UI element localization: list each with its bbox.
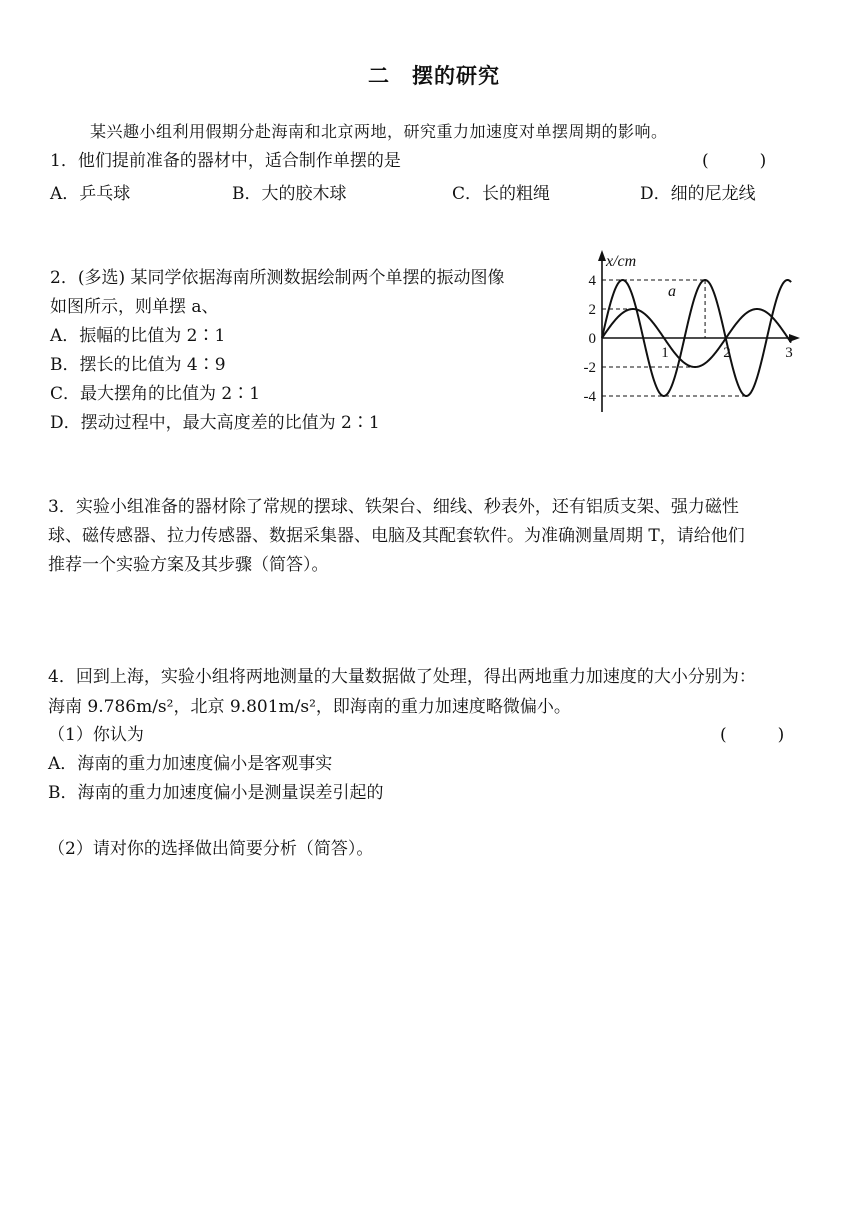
q2-option-d[interactable]: D．摆动过程中，最大高度差的比值为 2∶1: [50, 413, 380, 433]
q1-option-d[interactable]: D．细的尼龙线: [640, 184, 756, 204]
q4-line1: 4．回到上海，实验小组将两地测量的大量数据做了处理，得出两地重力加速度的大小分别为：: [48, 667, 756, 687]
q4-sub2: （2）请对你的选择做出简要分析（简答）。: [48, 839, 374, 859]
q1-answer-bracket[interactable]: ( ): [702, 151, 767, 171]
x-tick-3: 3: [785, 345, 793, 361]
q3-line1: 3．实验小组准备的器材除了常规的摆球、铁架台、细线、秒表外，还有铝质支架、强力磁性: [48, 497, 739, 517]
q4-sub1: （1）你认为: [48, 725, 144, 745]
intro-text: 某兴趣小组利用假期分赴海南和北京两地，研究重力加速度对单摆周期的影响。: [90, 122, 668, 141]
q1-option-c[interactable]: C．长的粗绳: [452, 184, 551, 204]
x-tick-2: 2: [723, 345, 731, 361]
q1-option-b[interactable]: B．大的胶木球: [232, 184, 347, 204]
vibration-graph: [572, 242, 804, 418]
q2-option-a[interactable]: A．振幅的比值为 2∶1: [50, 326, 226, 346]
q2-stem-line2: 如图所示，则单摆 a、: [50, 297, 219, 317]
q4-answer-bracket[interactable]: ( ): [720, 725, 785, 745]
y-tick-0: 0: [588, 331, 596, 347]
q2-option-c[interactable]: C．最大摆角的比值为 2∶1: [50, 384, 261, 404]
graph-axes: [598, 250, 800, 412]
q2-stem-line1: 2．(多选) 某同学依据海南所测数据绘制两个单摆的振动图像: [50, 268, 505, 288]
q3-line2: 球、磁传感器、拉力传感器、数据采集器、电脑及其配套软件。为准确测量周期 T，请给他们: [48, 526, 745, 546]
y-tick-2: 2: [588, 302, 596, 318]
q1-option-a[interactable]: A．乒乓球: [50, 184, 131, 204]
axis-ticks: [584, 273, 793, 405]
q4-line2: 海南 9.786m/s²，北京 9.801m/s²，即海南的重力加速度略微偏小。: [48, 697, 571, 717]
page-title: 二 摆的研究: [368, 63, 500, 88]
q2-option-b[interactable]: B．摆长的比值为 4∶9: [50, 355, 226, 375]
q3-line3: 推荐一个实验方案及其步骤（简答）。: [48, 555, 329, 575]
y-tick--4: -4: [583, 389, 596, 405]
y-axis-label: x/cm: [606, 253, 637, 270]
curve-a-label: a: [668, 283, 676, 300]
y-tick--2: -2: [583, 360, 596, 376]
y-tick-4: 4: [588, 273, 596, 289]
q1-stem: 1．他们提前准备的器材中，适合制作单摆的是: [50, 151, 401, 171]
x-tick-1: 1: [661, 345, 669, 361]
y-axis-arrow: [598, 250, 606, 261]
q4-option-a[interactable]: A．海南的重力加速度偏小是客观事实: [48, 754, 333, 774]
q4-option-b[interactable]: B．海南的重力加速度偏小是测量误差引起的: [48, 783, 384, 803]
